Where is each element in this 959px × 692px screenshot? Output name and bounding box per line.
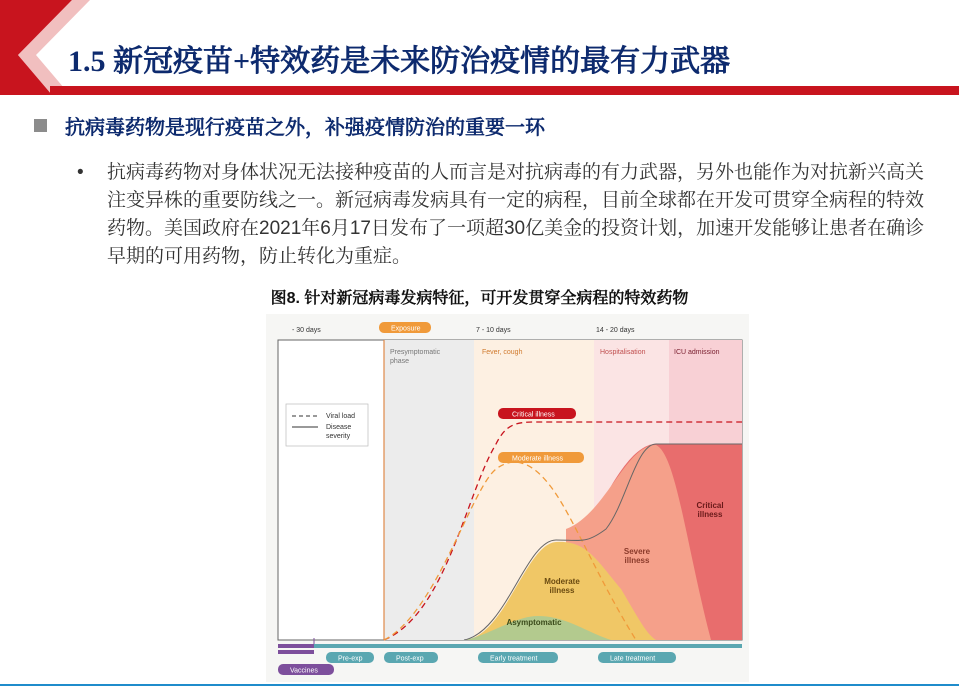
label-14-20-days: 14 - 20 days bbox=[596, 327, 635, 334]
bar-vaccines-lower bbox=[278, 650, 314, 654]
phase-presymptomatic: Presymptomatic bbox=[390, 349, 441, 356]
area-severe-label: Severe bbox=[623, 547, 651, 556]
tag-critical-illness: Critical illness bbox=[512, 411, 555, 419]
phase-presymptomatic-2: phase bbox=[390, 358, 410, 365]
disease-course-chart bbox=[266, 314, 749, 682]
legend-severity: severity bbox=[326, 433, 351, 440]
band-presymptomatic bbox=[384, 340, 474, 640]
label-post-exp: Post-exp bbox=[396, 655, 424, 663]
area-severe-label-2: illness bbox=[624, 556, 650, 565]
label-minus-30-days: - 30 days bbox=[292, 327, 321, 334]
phase-icu: ICU admission bbox=[674, 349, 720, 356]
body-paragraph bbox=[77, 159, 927, 271]
square-bullet-icon bbox=[34, 119, 47, 132]
area-asymptomatic-label: Asymptomatic bbox=[506, 618, 562, 627]
bar-vaccines bbox=[278, 644, 314, 648]
legend-disease: Disease bbox=[326, 424, 352, 431]
area-moderate-label: Moderate bbox=[544, 577, 580, 586]
legend-viral-load: Viral load bbox=[326, 413, 356, 420]
label-7-10-days: 7 - 10 days bbox=[476, 327, 511, 334]
area-moderate-label-2: illness bbox=[549, 586, 575, 595]
phase-hospital: Hospitalisation bbox=[600, 349, 646, 356]
footer-divider bbox=[0, 684, 959, 686]
area-critical-label-2: illness bbox=[697, 510, 723, 519]
bullet-dot-icon: • bbox=[77, 162, 84, 183]
label-exposure: Exposure bbox=[391, 325, 421, 333]
label-vaccines: Vaccines bbox=[290, 667, 318, 675]
bar-treatment bbox=[314, 644, 742, 648]
label-pre-exp: Pre-exp bbox=[338, 655, 363, 663]
paragraph-text: 抗病毒药物对身体状况无法接种疫苗的人而言是对抗病毒的有力武器，另外也能作为对抗新兴高关注变异株的重要防线之一。新冠病毒发病具有一定的病程，目前全球都在开发可贯穿全病程的特效药物。美国政府在2021年6月17日发布了一项超30亿美金的投资计划，加速开发能够让患者在确诊早期的可用药物，防止转化为重症。 bbox=[107, 162, 925, 267]
section-subtitle bbox=[34, 111, 545, 140]
page-title: 1.5 新冠疫苗+特效药是未来防治疫情的最有力武器 bbox=[68, 45, 731, 78]
label-late-treatment: Late treatment bbox=[610, 655, 656, 663]
area-critical-label: Critical bbox=[696, 501, 724, 510]
tag-moderate-illness: Moderate illness bbox=[512, 455, 563, 463]
label-early-treatment: Early treatment bbox=[490, 655, 538, 663]
figure-caption: 图8. 针对新冠病毒发病特征，可开发贯穿全病程的特效药物 bbox=[270, 290, 689, 307]
phase-fever: Fever, cough bbox=[482, 349, 523, 356]
subtitle-text: 抗病毒药物是现行疫苗之外，补强疫情防治的重要一环 bbox=[65, 117, 545, 139]
